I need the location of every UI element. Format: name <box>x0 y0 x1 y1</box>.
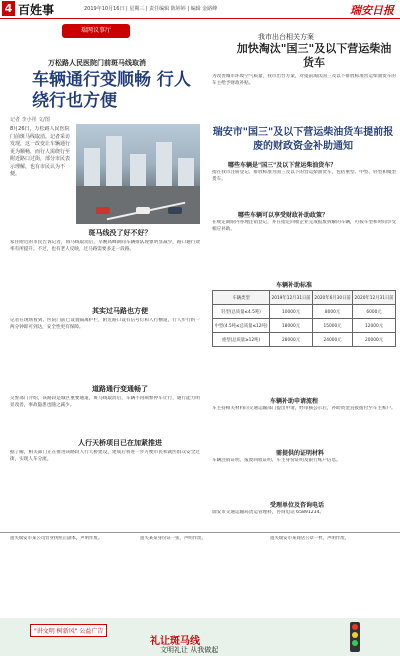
table-cell: 28000元 <box>270 333 313 347</box>
table-cell: 15000元 <box>312 319 352 333</box>
table-cell: 8000元 <box>312 305 352 319</box>
table-row <box>213 305 396 319</box>
answer-4: 车辆注销证明、报废回收证明、车主身份证明及银行账户信息。 <box>212 458 341 463</box>
table-cell: 18000元 <box>270 319 313 333</box>
subsection-3-body: 交警部门介绍，该路段是城区重要通道，斑马线取消后，车辆不再频繁停车让行，通行能力明显改善，事故隐患也随之减少。 <box>10 396 200 408</box>
table-cell: 12000元 <box>353 319 396 333</box>
ad-slogan: 文明礼让 从我做起 <box>160 646 219 654</box>
subsection-1-body: 家住附近的市民告诉记者，斑马线取消后，早晚高峰期间车辆排队现象明显减少，路口通行效率有所提升。不过，也有老人反映，过马路需要多走一段路。 <box>10 240 200 252</box>
table-cell: 中型(4.5吨≤总质量≤12吨) <box>213 319 270 333</box>
page-header <box>0 0 400 19</box>
traffic-light-icon <box>350 622 360 652</box>
table-row <box>213 319 396 333</box>
table-title: 车辆补助标准 <box>276 282 313 289</box>
table-cell: 24000元 <box>312 333 352 347</box>
article-lede: 8月26日，万松路人民医院门前斑马线取消。记者采访发现，这一改变让车辆通行更为顺畅，而行人需绕行至附近路口过街，部分市民表示理解，也有市民认为不便。 <box>10 126 70 177</box>
answer-3: 车主持相关材料向交通运输部门提出申请，经审核公示后，补助资金直接拨付至车主账户。 <box>212 406 396 411</box>
answer-2: 在规定期限内办理注销登记，并在指定回收企业完成报废拆解的车辆，可按车型和时间享受相应补助。 <box>212 220 396 232</box>
right-headline: 加快淘汰"国三"及以下营运柴油货车 <box>236 42 392 69</box>
question-3: 车辆补助申请流程 <box>270 398 319 405</box>
notice-3: 遗失瑞安市某商店公章一枚，声明作废。 <box>270 536 350 541</box>
answer-5: 瑞安市交通运输局货运管理科，咨询电话 65891234。 <box>212 510 325 515</box>
table-header-cell: 2020年6月30日前 <box>312 291 352 305</box>
table-cell: 10000元 <box>270 305 313 319</box>
section-title: 百姓事 <box>18 3 55 17</box>
subsection-4-title: 人行天桥项目已在加紧推进 <box>78 439 162 447</box>
article-byline: 记者 李小彤 文/图 <box>10 117 50 123</box>
ad-title: 礼让斑马线 <box>150 636 200 647</box>
street-photo <box>76 124 200 224</box>
table-cell: 6000元 <box>353 305 396 319</box>
subsection-1-title: 斑马线没了好不好？ <box>88 229 152 237</box>
page-number: 4 <box>2 1 15 16</box>
notice-1: 遗失瑞安市某公司营业执照正副本，声明作废。 <box>10 536 103 541</box>
table-cell: 重型(总质量≥12吨) <box>213 333 270 347</box>
right-headline-2: 瑞安市"国三"及以下营运柴油货车提前报废的财政资金补助通知 <box>212 127 394 152</box>
answer-1: 指在我市注册登记、排放标准为国三及以下的营运柴油货车，包括重型、中型、轻型和微型货车。 <box>212 170 396 182</box>
table-row <box>213 333 396 347</box>
table-header-cell: 车辆类型 <box>213 291 270 305</box>
question-2: 哪些车辆可以享受财政补助政策？ <box>238 212 329 219</box>
article-headline: 车辆通行变顺畅 行人绕行也方便 <box>32 70 191 111</box>
table-header-cell: 2020年12月31日前 <box>353 291 396 305</box>
subsection-2-title: 其实过马路也方便 <box>92 307 148 315</box>
subsection-2-body: 记者在现场看到，医院门前已设置隔离护栏，附近路口设有信号灯和人行横道，行人步行约一两分钟即可到达，安全性更有保障。 <box>10 318 200 330</box>
column-badge: 瑞网议事厅 <box>62 24 130 38</box>
question-1: 哪些车辆是"国三"及以下营运柴油货车？ <box>228 162 337 169</box>
ad-tag: "讲文明 树新风" 公益广告 <box>30 624 107 637</box>
subsection-3-title: 道路通行变通畅了 <box>92 385 148 393</box>
right-intro: 为改善城市环境空气质量，我市出台方案，对提前淘汰国三及以下排放标准营运柴油货车的车主给予财政补贴。 <box>212 74 396 86</box>
article-subhead: 万松路人民医院门前斑马线取消 <box>48 59 146 67</box>
header-meta: 2019年10月16日 | 星期三 | 责任编辑 陈婷婷 | 编辑 金路峰 <box>84 6 218 12</box>
table-cell: 20000元 <box>353 333 396 347</box>
notice-2: 遗失某某身份证一张，声明作废。 <box>140 536 206 541</box>
newspaper-logo: 瑞安日报 <box>350 4 394 17</box>
table-header-cell: 2019年12月31日前 <box>270 291 313 305</box>
subsection-4-body: 据了解，相关部门正在推进该路段人行天桥建设，建成后将进一步方便市民和就医群众安全过街，实现人车分流。 <box>10 450 200 462</box>
table-cell: 轻型(总质量≤4.5吨) <box>213 305 270 319</box>
public-service-ad <box>0 618 400 656</box>
subsidy-table <box>212 290 396 347</box>
question-4: 需提供的证明材料 <box>276 450 325 457</box>
right-kicker: 我市出台相关方案 <box>258 33 314 41</box>
question-5: 受理单位及咨询电话 <box>270 502 325 509</box>
